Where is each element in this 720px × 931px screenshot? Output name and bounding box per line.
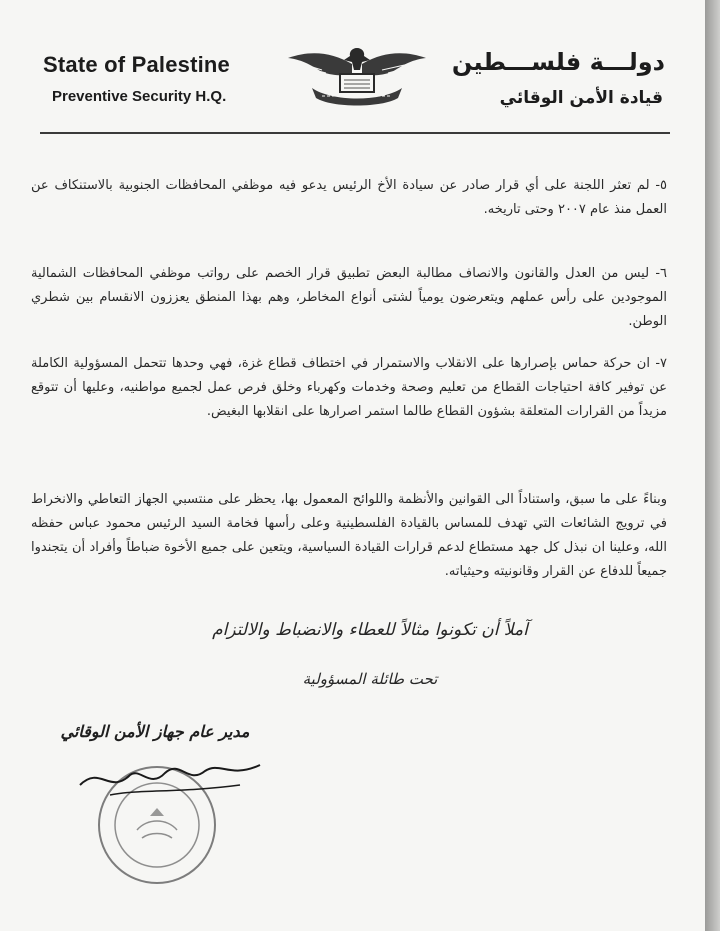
closing-line: آملاً أن تكونوا مثالاً للعطاء والانضباط والالتزام — [212, 620, 528, 640]
header-divider — [40, 132, 670, 134]
header-arabic-title: دولـــة فلســـطين — [451, 48, 665, 76]
eagle-emblem-icon — [282, 40, 432, 112]
header-english-subtitle: Preventive Security H.Q. — [52, 88, 227, 105]
handwritten-signature — [70, 745, 270, 805]
responsibility-line: تحت طائلة المسؤولية — [302, 670, 438, 688]
paragraph-6: ٦- ليس من العدل والقانون والانصاف مطالبة البعض تطبيق قرار الخصم على رواتب موظفي المحافظات الشمالية الموجودين على رأس عملهم ويتعرضون يومياً لشتى أنواع المخاطر، وهم بهذا المنطق يعززون الانقسام بين شطري الوطن. — [31, 266, 667, 329]
paragraph-7: ٧- ان حركة حماس بإصرارها على الانقلاب والاستمرار في اختطاف قطاع غزة، فهي وحدها تتحمل المسؤولية الكاملة عن توفير كافة احتياجات القطاع من تعليم وصحة وخدمات وكهرباء وخلق فرص عمل لجميع مواطنيه، وعليها أن تتوقع مزيداً من القرارات المتعلقة بشؤون القطاع طالما استمر اصرارها على انقلابها البغيض. — [31, 356, 667, 419]
header-arabic-subtitle: قيادة الأمن الوقائي — [499, 88, 663, 108]
paragraph-5: ٥- لم تعثر اللجنة على أي قرار صادر عن سيادة الأخ الرئيس يدعو فيه موظفي المحافظات الجنوبية بالاستنكاف عن العمل منذ عام ٢٠٠٧ وحتى تاريخه. — [31, 178, 667, 217]
signatory-title: مدير عام جهاز الأمن الوقائي — [60, 722, 250, 741]
paragraph-conclusion: وبناءً على ما سبق، واستناداً الى القوانين والأنظمة واللوائح المعمول بها، يحظر على منتسبي الجهاز التعاطي والانخراط في ترويج الشائعات التي تهدف للمساس بالقيادة الفلسطينية وعلى رأسها فخامة السيد الرئيس محمود عباس حفظه الله، وعلينا ان نبذل كل جهد مستطاع لدعم قرارات القيادة السياسية، ويتعين على جميع الأخوة ضباطاً وأفراد أن يتجندوا جميعاً للدفاع عن القرار وقانونيته وحيثياته. — [31, 492, 667, 579]
page-edge-shadow — [705, 0, 720, 931]
header-english-title: State of Palestine — [43, 52, 230, 77]
